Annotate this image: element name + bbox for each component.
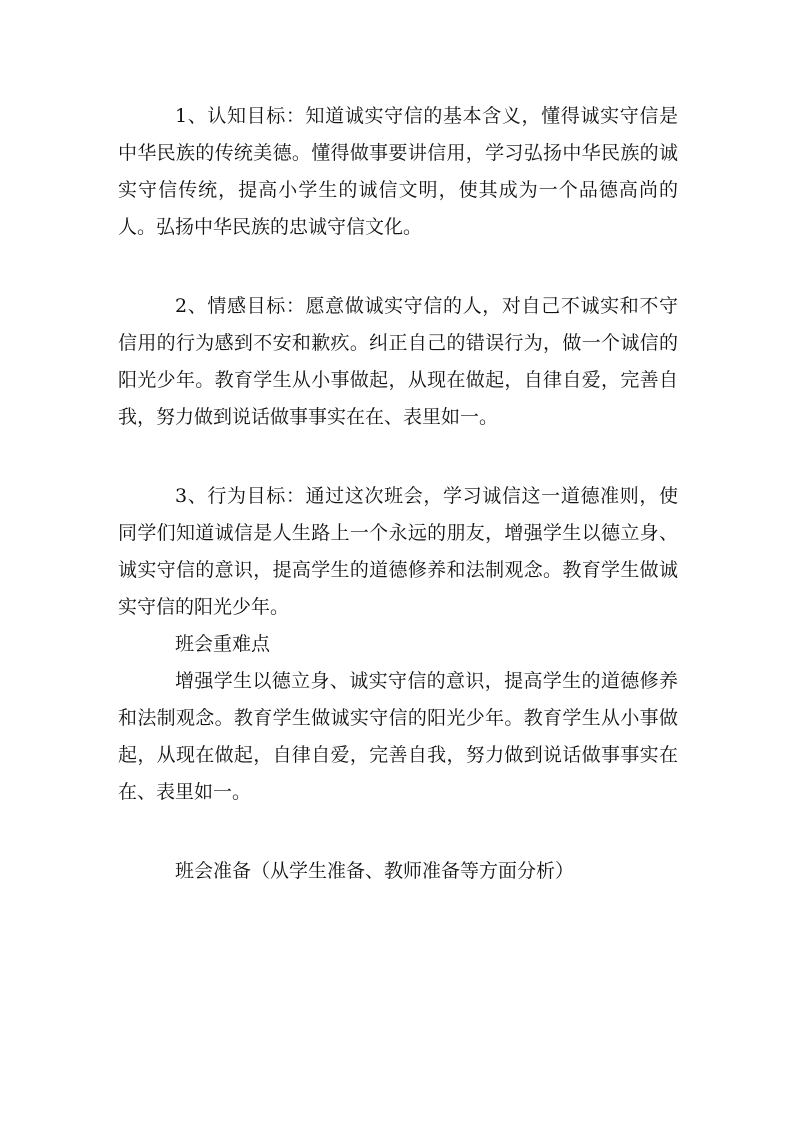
paragraph-emotional-goal: 2、情感目标：愿意做诚实守信的人，对自己不诚实和不守信用的行为感到不安和歉疚。纠正自己的错误行为，做一个诚信的阳光少年。教育学生从小事做起，从现在做起，自律自爱，完善自我，努力做到说话做事事实在在、表里如一。 <box>118 295 678 428</box>
paragraph-key-points: 增强学生以德立身、诚实守信的意识，提高学生的道德修养和法制观念。教育学生做诚实守信的阳光少年。教育学生从小事做起，从现在做起，自律自爱，完善自我，努力做到说话做事事实在在、表里如一。 <box>118 670 678 803</box>
heading-key-points: 班会重难点 <box>175 633 271 655</box>
heading-preparation: 班会准备（从学生准备、教师准备等方面分析） <box>175 860 575 882</box>
paragraph-cognitive-goal: 1、认知目标：知道诚实守信的基本含义，懂得诚实守信是中华民族的传统美德。懂得做事要讲信用，学习弘扬中华民族的诚实守信传统，提高小学生的诚信文明，使其成为一个品德高尚的人。弘扬中华民族的忠诚守信文化。 <box>118 105 678 238</box>
document-body <box>118 98 678 890</box>
paragraph-behavior-goal: 3、行为目标：通过这次班会，学习诚信这一道德准则，使同学们知道诚信是人生路上一个永远的朋友，增强学生以德立身、诚实守信的意识，提高学生的道德修养和法制观念。教育学生做诚实守信的阳光少年。 <box>118 485 678 618</box>
